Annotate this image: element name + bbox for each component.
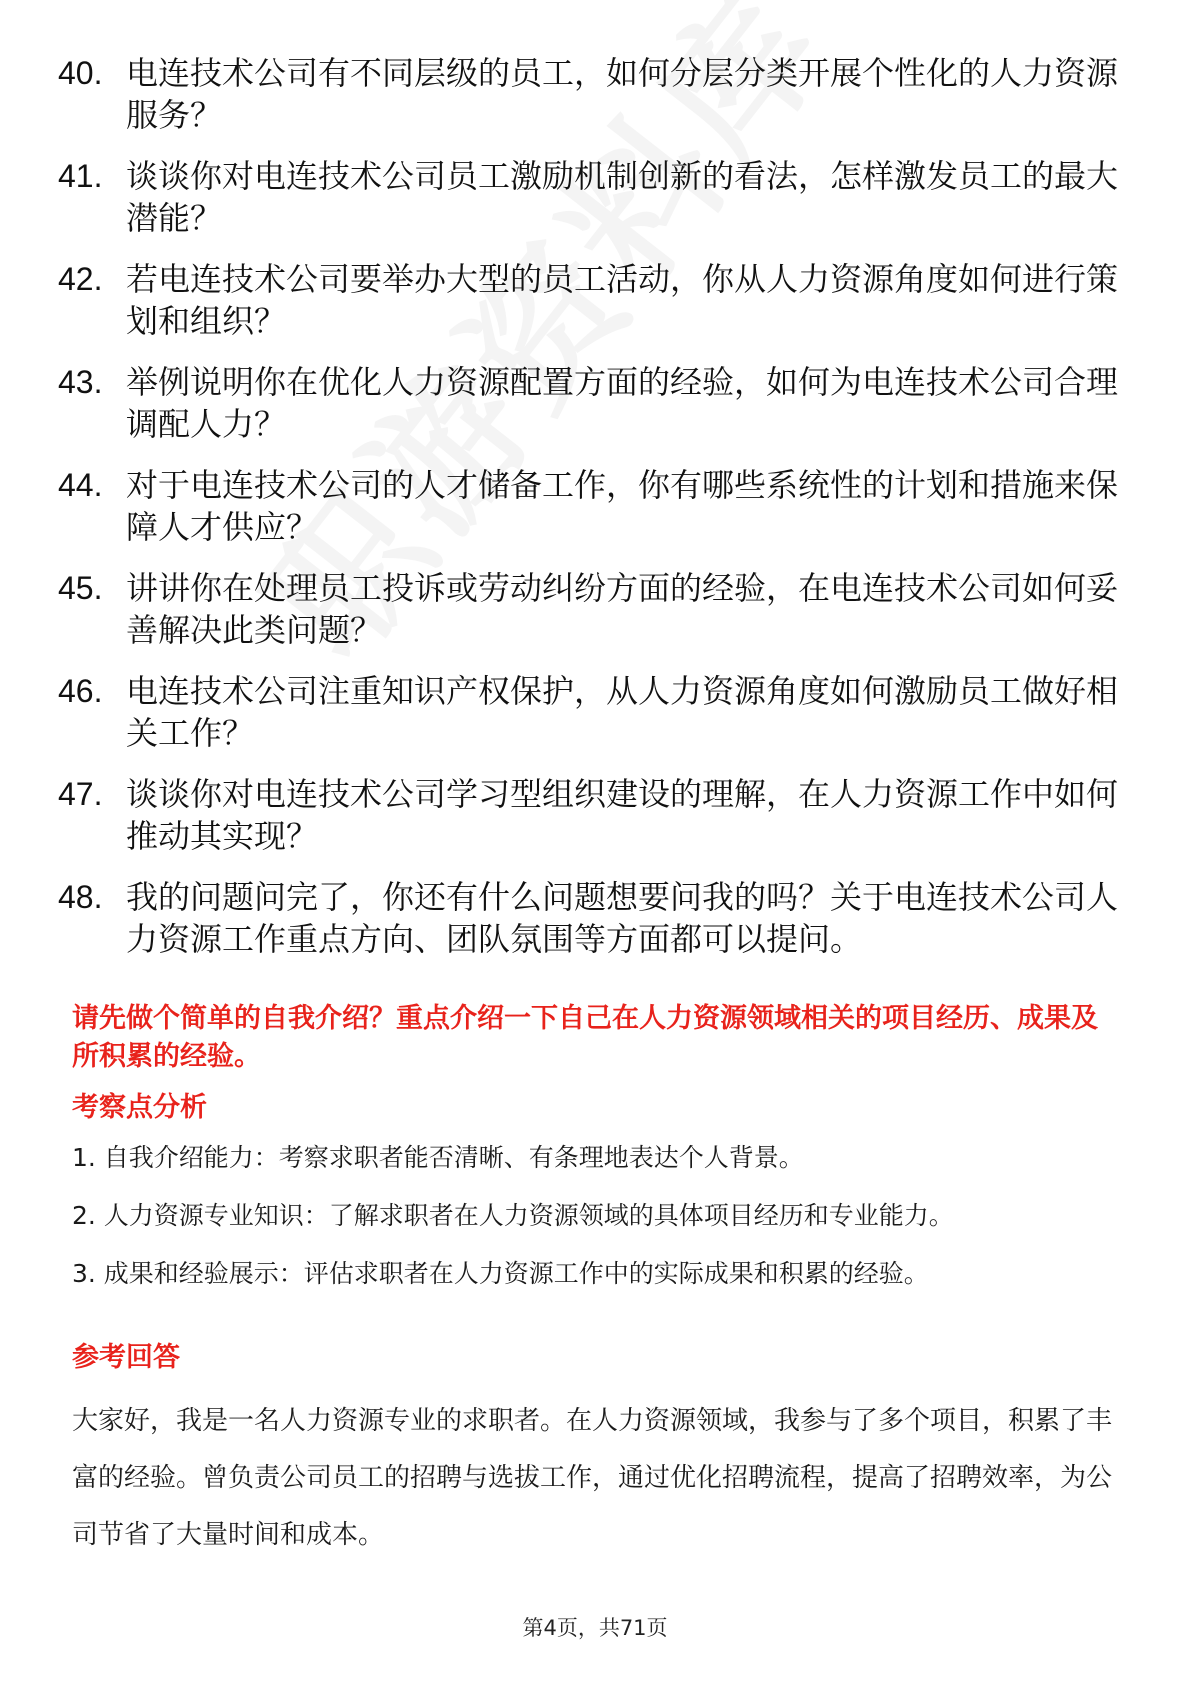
question-number: 44.: [58, 467, 103, 503]
question-item: [58, 155, 1118, 239]
question-text: 举例说明你在优化人力资源配置方面的经验，如何为电连技术公司合理调配人力？: [126, 363, 1119, 443]
question-item: [58, 258, 1118, 342]
intro-question: 请先做个简单的自我介绍？重点介绍一下自己在人力资源领域相关的项目经历、成果及所积累的经验。: [72, 1003, 1098, 1072]
question-number: 40.: [58, 55, 103, 91]
question-text: 电连技术公司注重知识产权保护，从人力资源角度如何激励员工做好相关工作？: [126, 672, 1119, 752]
question-item: [58, 361, 1118, 445]
question-text: 若电连技术公司要举办大型的员工活动，你从人力资源角度如何进行策划和组织？: [126, 260, 1119, 340]
question-text: 谈谈你对电连技术公司员工激励机制创新的看法，怎样激发员工的最大潜能？: [126, 157, 1119, 237]
question-item: [58, 567, 1118, 651]
question-item: [58, 464, 1118, 548]
question-item: [58, 876, 1118, 960]
analysis-item: 2. 人力资源专业知识：了解求职者在人力资源领域的具体项目经历和专业能力。: [72, 1201, 954, 1230]
analysis-title: 考察点分析: [72, 1092, 207, 1123]
question-number: 41.: [58, 158, 103, 194]
question-text: 电连技术公司有不同层级的员工，如何分层分类开展个性化的人力资源服务？: [126, 54, 1119, 134]
analysis-list: [72, 1140, 1122, 1314]
question-item: [58, 670, 1118, 754]
analysis-item: 3. 成果和经验展示：评估求职者在人力资源工作中的实际成果和积累的经验。: [72, 1259, 929, 1288]
question-number: 43.: [58, 364, 103, 400]
question-number: 42.: [58, 261, 103, 297]
question-text: 谈谈你对电连技术公司学习型组织建设的理解，在人力资源工作中如何推动其实现？: [126, 775, 1119, 855]
question-number: 47.: [58, 776, 103, 812]
question-number: 45.: [58, 570, 103, 606]
reference-answer: 大家好，我是一名人力资源专业的求职者。在人力资源领域，我参与了多个项目，积累了丰富的经验。曾负责公司员工的招聘与选拔工作，通过优化招聘流程，提高了招聘效率，为公司节省了大量时间和成本。: [72, 1406, 1113, 1550]
question-number: 46.: [58, 673, 103, 709]
page-footer: 第4页，共71页: [522, 1616, 668, 1640]
question-number: 48.: [58, 879, 103, 915]
question-list: [58, 52, 1118, 979]
question-text: 我的问题问完了，你还有什么问题想要问我的吗？关于电连技术公司人力资源工作重点方向、团队氛围等方面都可以提问。: [126, 878, 1119, 958]
question-text: 对于电连技术公司的人才储备工作，你有哪些系统性的计划和措施来保障人才供应？: [126, 466, 1119, 546]
question-item: [58, 773, 1118, 857]
question-text: 讲讲你在处理员工投诉或劳动纠纷方面的经验，在电连技术公司如何妥善解决此类问题？: [126, 569, 1119, 649]
reference-title: 参考回答: [72, 1342, 180, 1373]
analysis-item: 1. 自我介绍能力：考察求职者能否清晰、有条理地表达个人背景。: [72, 1143, 804, 1172]
question-item: [58, 52, 1118, 136]
